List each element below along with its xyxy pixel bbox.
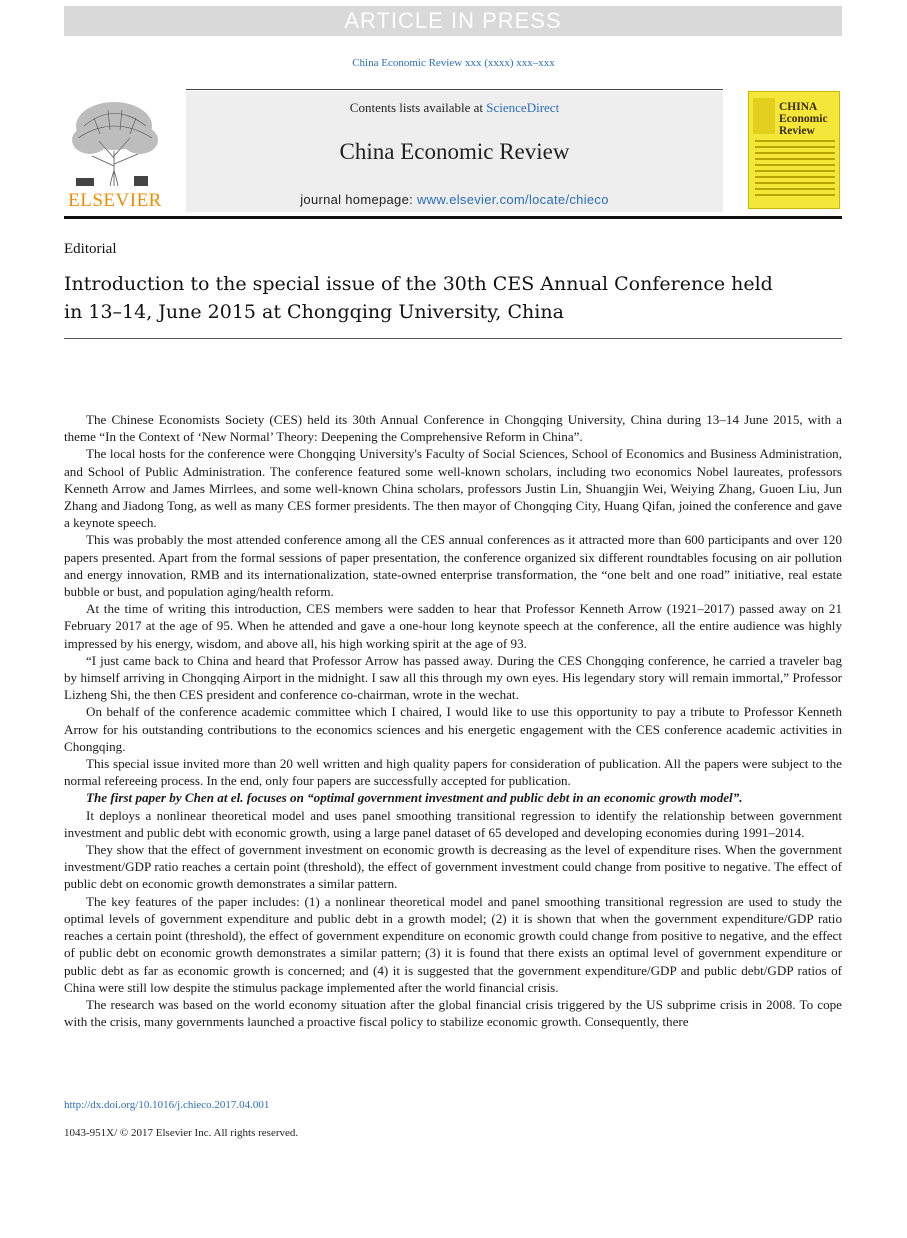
body-paragraph: It deploys a nonlinear theoretical model and uses panel smoothing transitional regression to identify the relationship between government investment and public debt with economic growth, using a large panel dataset of 65 developed and developing economies during 1991–2014. — [64, 807, 842, 840]
article-title: Introduction to the special issue of the 30th CES Annual Conference held in 13–14, June 2015 at Chongqing University, China — [64, 273, 773, 323]
body-paragraph: This was probably the most attended conference among all the CES annual conferences as it attracted more than 600 participants and over 120 papers presented. Apart from the formal sessions of paper presentation, the conference organized six different roundtables focusing on air pollution and energy innovation, RMB and its internationalization, state-owned enterprise transformation, the “one belt and one road” initiative, real estate bubble or bust, and population aging/health reform. — [64, 532, 842, 600]
body-paragraph: They show that the effect of government investment on economic growth is decreasing as the level of expenditure rises. When the government investment/GDP ratio reaches a certain point (threshold), the effect of government investment could change from positive to negative. The effect of public debt on economic growth demonstrates a similar pattern. — [64, 842, 842, 892]
homepage-prefix: journal homepage: — [300, 192, 417, 207]
cover-title-line: Review — [779, 125, 815, 137]
header-rule — [186, 89, 723, 90]
journal-homepage-link[interactable]: www.elsevier.com/locate/chieco — [416, 192, 609, 207]
cover-title-line: CHINA — [779, 101, 818, 113]
elsevier-tree-icon — [64, 96, 166, 188]
body-paragraph: At the time of writing this introduction, CES members were sadden to hear that Professor Kenneth Arrow (1921–2017) passed away on 21 February 2017 at the age of 95. When he attended and gave a one-hour long keynote speech at the conference, all the entire audience was highly impressed by his energy, wisdom, and above all, his high working spirit at the age of 93. — [64, 601, 842, 651]
journal-name: China Economic Review — [339, 139, 570, 164]
cover-decoration — [753, 98, 775, 134]
body-paragraph: This special issue invited more than 20 well written and high quality papers for consideration of publication. All the papers were subject to the normal refereeing process. In the end, only four papers are successfully accepted for publication. — [64, 756, 842, 789]
body-paragraph: The local hosts for the conference were Chongqing University's Faculty of Social Sciences, School of Economics and Business Administration, and School of Public Administration. The conference featured some well-known scholars, including two economics Nobel laureates, professors Kenneth Arrow and James Mirrlees, and some well-known China scholars, professors Justin Lin, Shuangjin Wei, Weiying Zhang, Guoen Liu, Jun Zhang and Jiadong Tong, as well as many CES former presidents. The then mayor of Chongqing City, Huang Qifan, joined the conference and gave a keynote speech. — [64, 446, 842, 531]
body-paragraph: The key features of the paper includes: (1) a nonlinear theoretical model and panel smoothing transitional regression are used to study the optimal levels of government expenditure and public debt in a growth model; (2) it is shown that when the government expenditure/GDP ratio reaches a certain point (threshold), the effect of government expenditure on economic growth could change from positive to negative, and the effect of public debt on economic growth demonstrates a similar pattern; (3) it is found that there exists an optimal level of government expenditure or public debt as far as economic growth is concerned; and (4) it is suggested that the government expenditure/GDP and public debt/GDP ratios of China were still low despite the stimulus package implemented after the world financial crisis. — [64, 893, 842, 995]
body-paragraph: “I just came back to China and heard that Professor Arrow has passed away. During the CES Chongqing conference, he carried a traveler bag by himself arriving in Chongqing Airport in the midnight. I saw all this through my own eyes. His legendary story will remain immortal,” Professor Lizheng Shi, the then CES president and conference co-chairman, wrote in the wechat. — [64, 652, 842, 703]
sciencedirect-link[interactable]: ScienceDirect — [486, 100, 560, 115]
cover-title-line: Economic — [779, 113, 828, 125]
journal-cover-thumbnail[interactable] — [748, 91, 840, 209]
body-paragraph: The research was based on the world economy situation after the global financial crisis triggered by the US subprime crisis in 2008. To cope with the crisis, many governments launched a proactive fiscal policy to stabilize economic growth. Consequently, there — [64, 996, 842, 1030]
cover-text-lines — [755, 140, 835, 200]
contents-prefix: Contents lists available at — [349, 100, 487, 115]
title-rule — [64, 338, 842, 339]
cover-title — [779, 101, 837, 137]
doi-link[interactable]: http://dx.doi.org/10.1016/j.chieco.2017.04.001 — [64, 1099, 270, 1111]
article-in-press-banner: ARTICLE IN PRESS — [64, 6, 842, 36]
journal-citation[interactable]: China Economic Review xxx (xxxx) xxx–xxx — [352, 57, 555, 69]
article-body — [64, 411, 842, 1030]
copyright-notice: 1043-951X/ © 2017 Elsevier Inc. All rights reserved. — [64, 1127, 299, 1139]
header-bottom-rule — [64, 216, 842, 219]
elsevier-wordmark: ELSEVIER — [68, 190, 162, 211]
elsevier-logo[interactable] — [64, 96, 166, 211]
homepage-line — [186, 192, 723, 207]
body-paragraph: On behalf of the conference academic committee which I chaired, I would like to use this opportunity to pay a tribute to Professor Kenneth Arrow for his outstanding contributions to the economics sciences and his energetic engagement with the CES conference academic activities in Chongqing. — [64, 704, 842, 754]
body-paragraph: The Chinese Economists Society (CES) held its 30th Annual Conference in Chongqing University, China during 13–14 June 2015, with a theme “In the Context of ‘New Normal’ Theory: Deepening the Comprehensive Reform in China”. — [64, 412, 842, 445]
contents-line — [186, 100, 723, 116]
article-section: Editorial — [64, 241, 117, 257]
journal-header — [186, 91, 723, 212]
body-paragraph-emphasis: The first paper by Chen at el. focuses on “optimal government investment and public debt in an economic growth model”. — [86, 790, 743, 806]
